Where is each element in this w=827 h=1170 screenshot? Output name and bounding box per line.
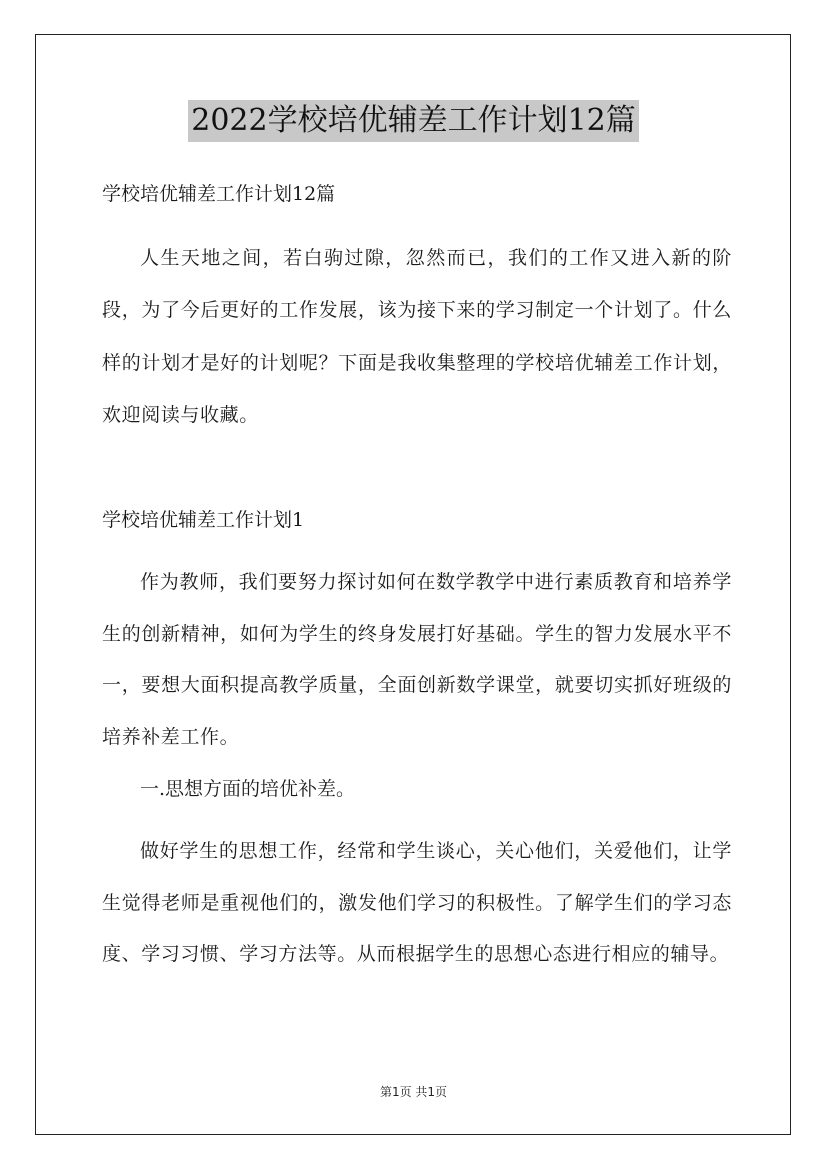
- body-paragraph-2: 做好学生的思想工作，经常和学生谈心，关心他们，关爱他们，让学生觉得老师是重视他们的，激发他们学习的积极性。了解学生们的学习态度、学习习惯、学习方法等。从而根据学生的思想心态进行相应的辅导。: [102, 840, 732, 966]
- body-paragraph-1: 作为教师，我们要努力探讨如何在数学教学中进行素质教育和培养学生的创新精神，如何为学生的终身发展打好基础。学生的智力发展水平不一，要想大面积提高教学质量，全面创新数学课堂，就要切实抓好班级的培养补差工作。: [102, 571, 732, 749]
- intro-paragraph: 人生天地之间，若白驹过隙，忽然而已，我们的工作又进入新的阶段，为了今后更好的工作发展，该为接下来的学习制定一个计划了。什么样的计划才是好的计划呢？下面是我收集整理的学校培优辅差工作计划，欢迎阅读与收藏。: [102, 247, 732, 426]
- page-footer: 第1页 共1页: [379, 1085, 448, 1099]
- point-heading-1: 一.思想方面的培优补差。: [140, 778, 356, 800]
- section-heading: 学校培优辅差工作计划1: [102, 509, 305, 531]
- title-container: [0, 100, 827, 142]
- document-title: 2022学校培优辅差工作计划12篇: [188, 100, 639, 142]
- document-subtitle: 学校培优辅差工作计划12篇: [102, 183, 336, 205]
